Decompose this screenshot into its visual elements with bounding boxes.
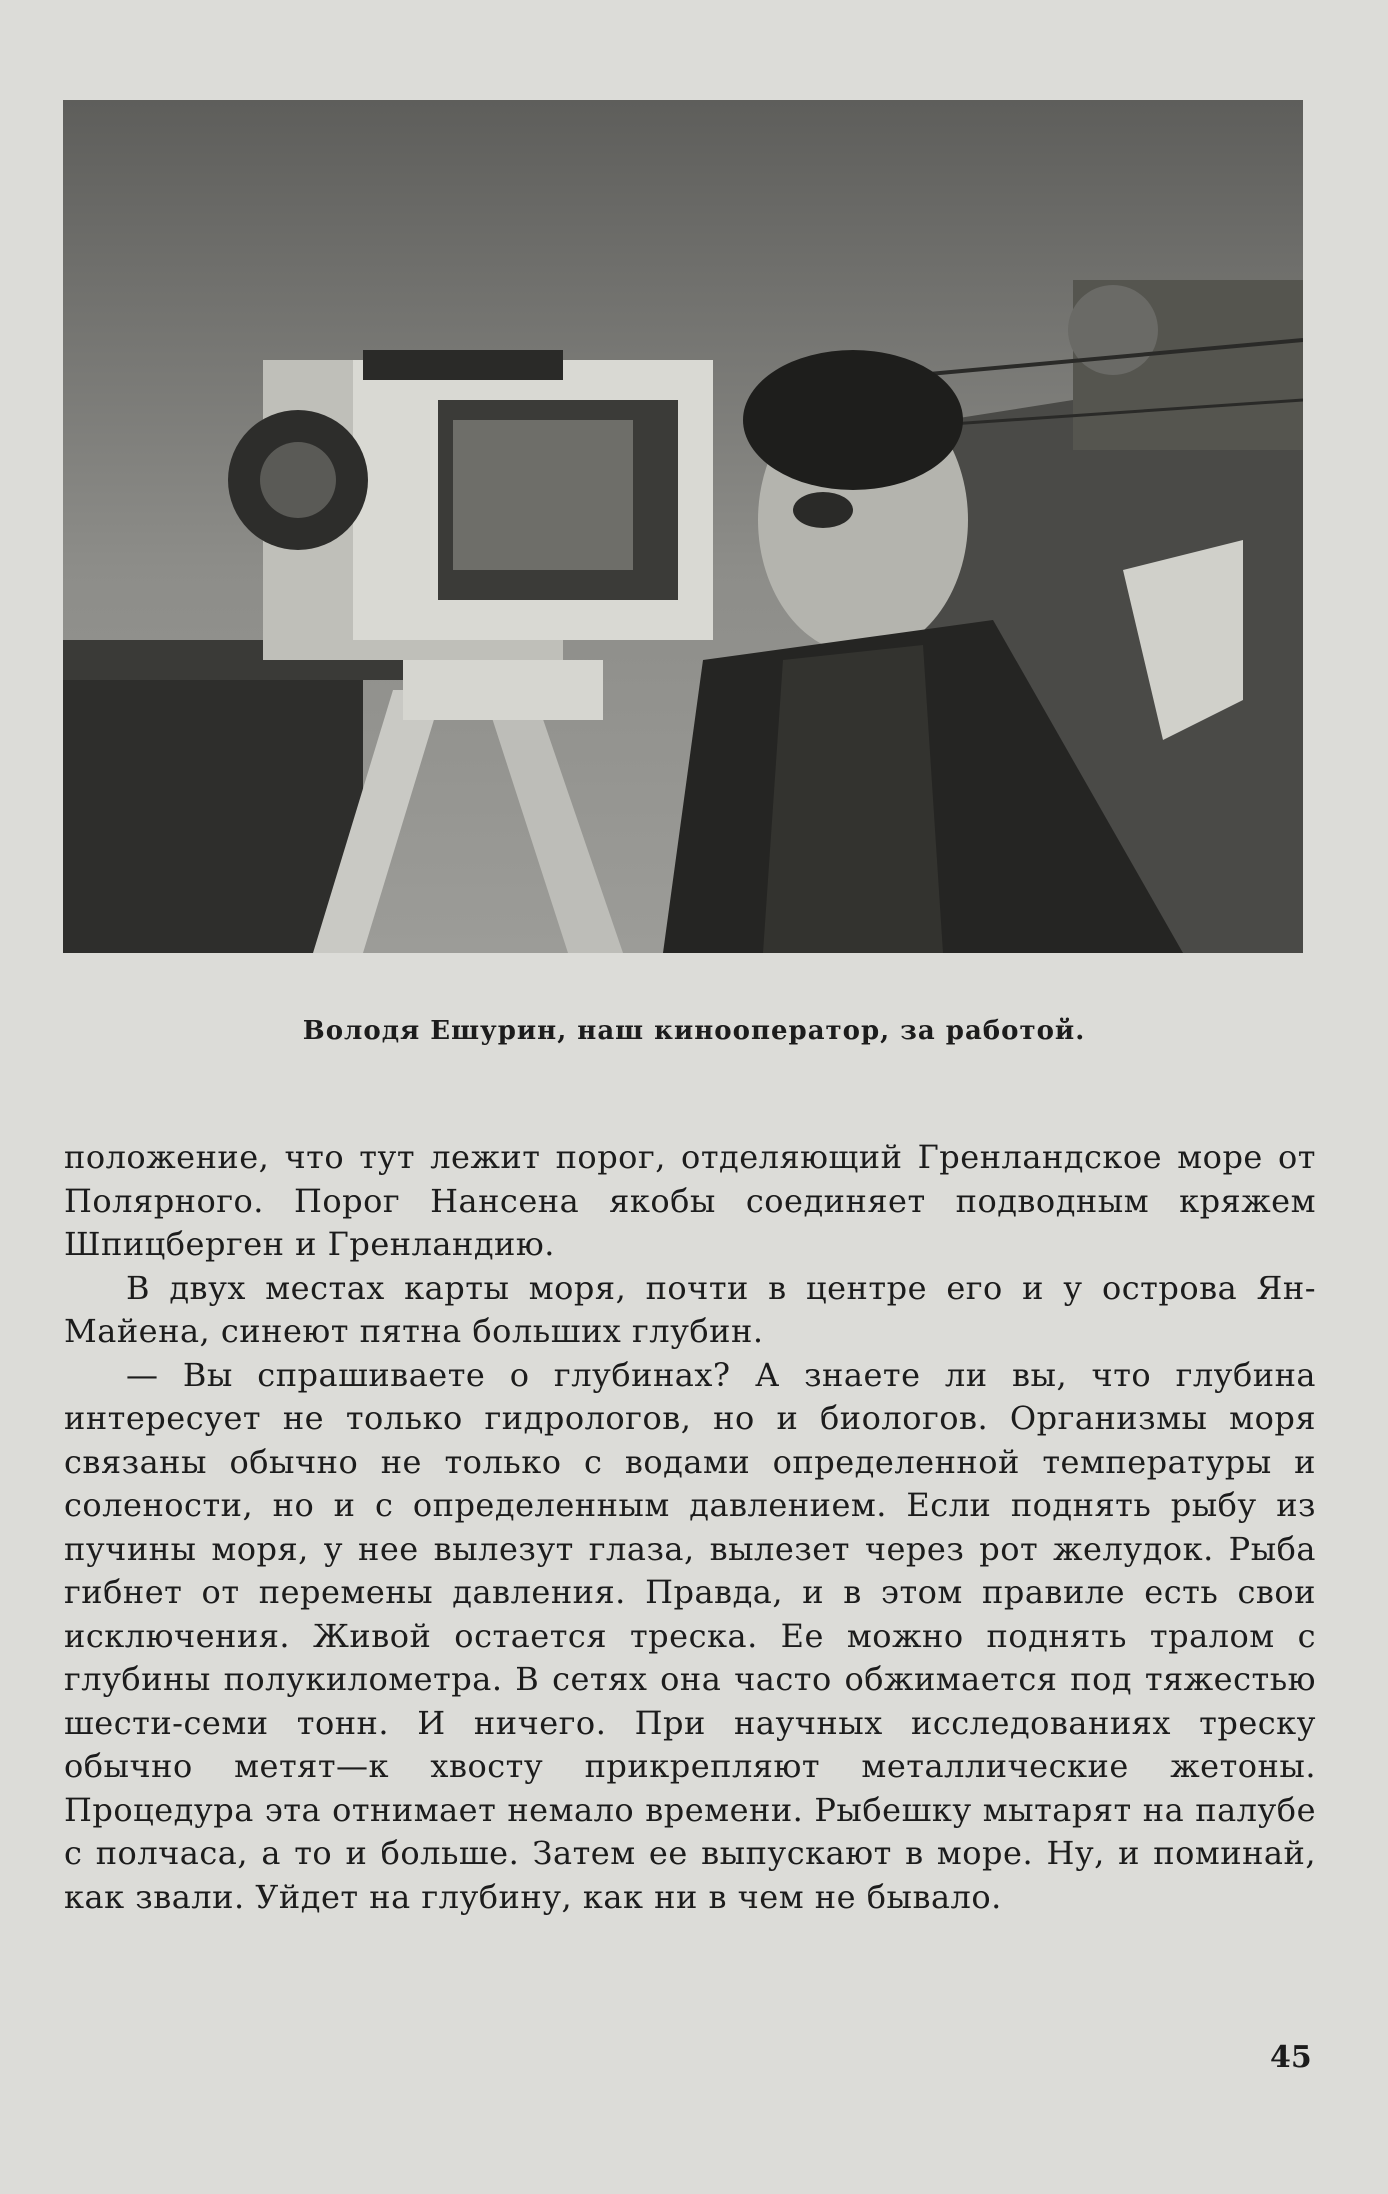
photo-illustration (63, 100, 1303, 953)
page-number: 45 (1270, 2040, 1312, 2075)
body-text (64, 1136, 1316, 1919)
paragraph-2: В двух местах карты моря, почти в центре его и у острова Ян-Майена, синеют пятна больших глубин. (64, 1268, 1316, 1350)
figure-caption: Володя Ешурин, наш кинооператор, за работой. (302, 1016, 1086, 1046)
photograph-cameraman (63, 100, 1303, 953)
paragraph-1: положение, что тут лежит порог, отделяющий Гренландское море от Полярного. Порог Нансена якобы соединяет подводным кряжем Шпицберген и Гренландию. (64, 1138, 1316, 1263)
paragraph-3: — Вы спрашиваете о глубинах? А знаете ли вы, что глубина интересует не только гидрологов, но и биологов. Организмы моря связаны обычно не только с водами определенной температуры и солености, но и с определенным давлением. Если поднять рыбу из пучины моря, у нее вылезут глаза, вылезет через рот желудок. Рыба гибнет от перемены давления. Правда, и в этом правиле есть свои исключения. Живой остается треска. Ее можно поднять тралом с глубины полукилометра. В сетях она часто обжимается под тяжестью шести-семи тонн. И ничего. При научных исследованиях треску обычно метят—к хвосту прикрепляют металлические жетоны. Процедура эта отнимает немало времени. Рыбешку мытарят на палубе с полчаса, а то и больше. Затем ее выпускают в море. Ну, и поминай, как звали. Уйдет на глубину, как ни в чем не бывало. (64, 1355, 1316, 1916)
